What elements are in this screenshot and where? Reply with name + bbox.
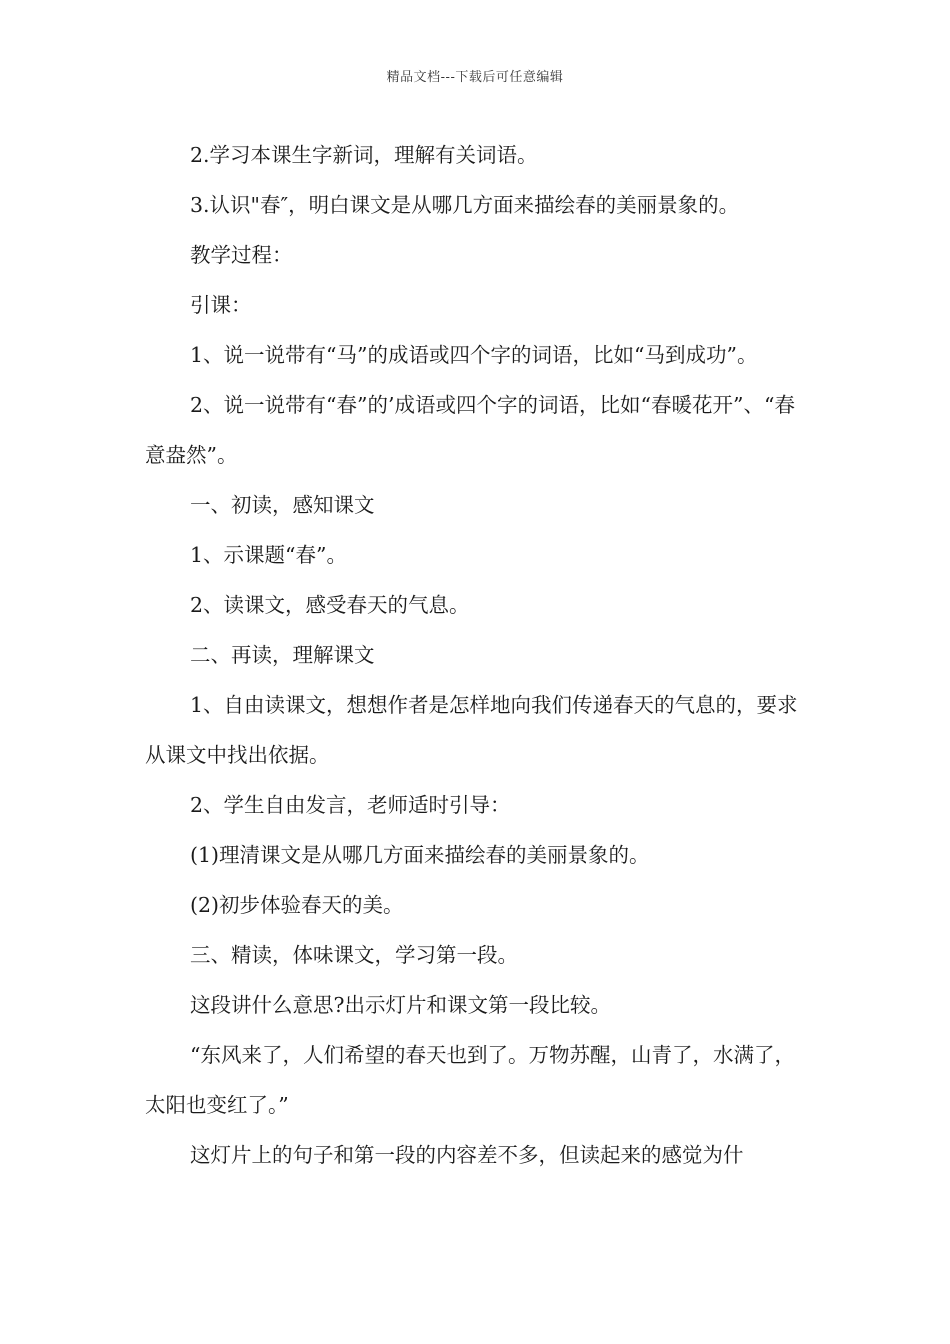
paragraph: 2.学习本课生字新词，理解有关词语。 bbox=[190, 143, 538, 167]
paragraph: 3.认识"春″，明白课文是从哪几方面来描绘春的美丽景象的。 bbox=[190, 193, 740, 217]
section-heading: 一、初读，感知课文 bbox=[190, 493, 375, 517]
section-heading: 二、再读，理解课文 bbox=[190, 643, 375, 667]
paragraph: (1)理清课文是从哪几方面来描绘春的美丽景象的。 bbox=[190, 843, 650, 867]
quote-paragraph: “东风来了，人们希望的春天也到了。万物苏醒，山青了，水满了，太阳也变红了。” bbox=[145, 1043, 795, 1117]
page-header: 精品文档---下载后可任意编辑 bbox=[386, 70, 564, 85]
paragraph: 1、自由读课文，想想作者是怎样地向我们传递春天的气息的，要求从课文中找出依据。 bbox=[145, 693, 798, 767]
paragraph: 1、说一说带有“马”的成语或四个字的词语，比如“马到成功”。 bbox=[190, 343, 758, 367]
paragraph: 教学过程： bbox=[190, 243, 293, 267]
paragraph: (2)初步体验春天的美。 bbox=[190, 893, 404, 917]
paragraph: 2、学生自由发言，老师适时引导： bbox=[190, 793, 511, 817]
paragraph: 引课： bbox=[190, 293, 252, 317]
paragraph: 2、读课文，感受春天的气息。 bbox=[190, 593, 470, 617]
paragraph: 这灯片上的句子和第一段的内容差不多，但读起来的感觉为什 bbox=[190, 1143, 744, 1167]
paragraph: 这段讲什么意思?出示灯片和课文第一段比较。 bbox=[190, 993, 611, 1017]
document-body bbox=[145, 130, 810, 1180]
section-heading: 三、精读，体味课文，学习第一段。 bbox=[190, 943, 518, 967]
paragraph: 1、示课题“春”。 bbox=[190, 543, 348, 567]
paragraph: 2、说一说带有“春”的’成语或四个字的词语，比如“春暖花开”、“春意盎然”。 bbox=[145, 393, 795, 467]
